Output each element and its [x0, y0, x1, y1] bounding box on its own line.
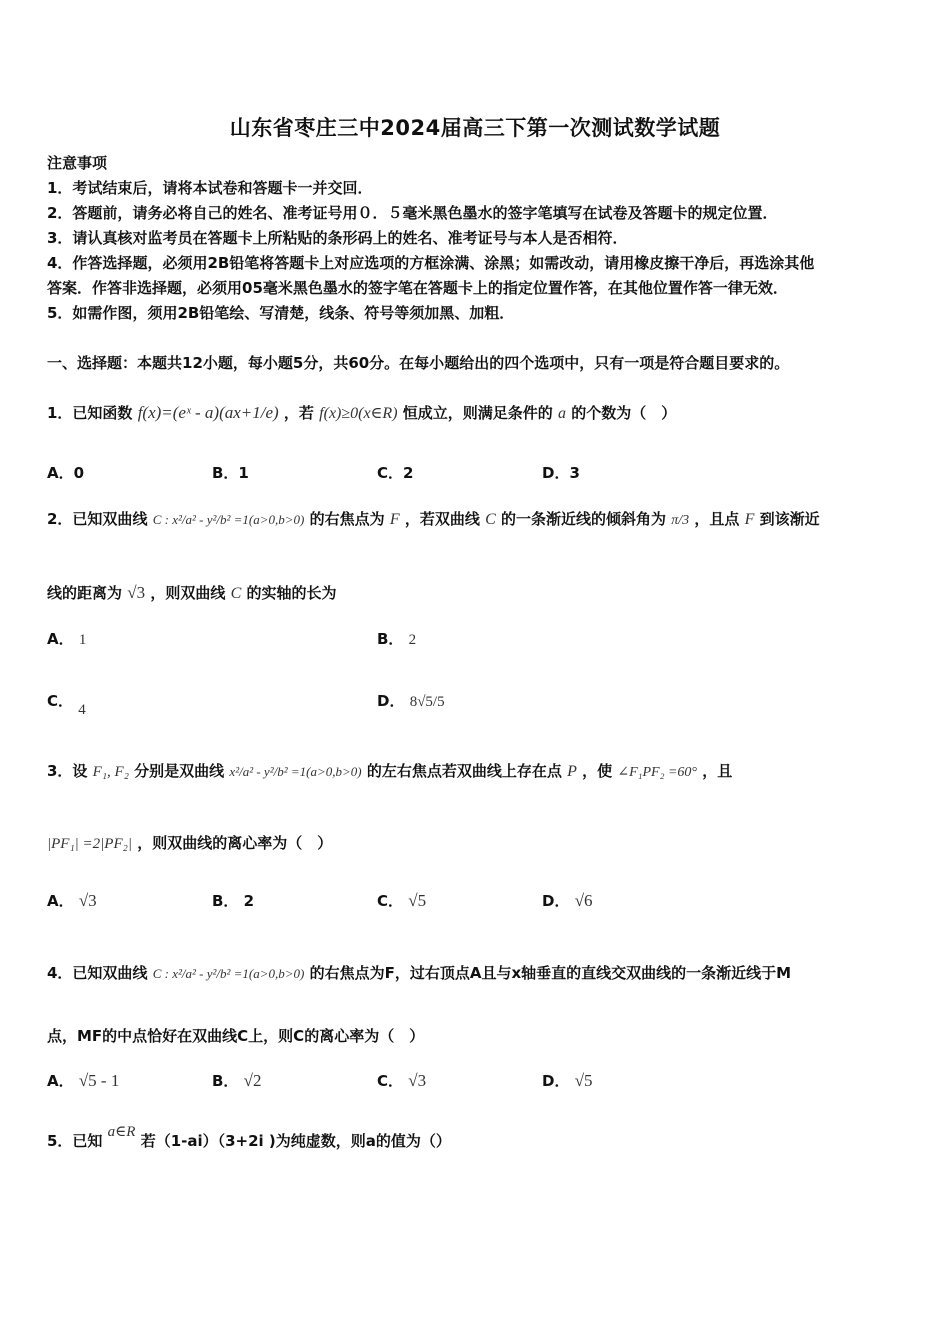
- q2-option-a: A． 1: [47, 630, 87, 648]
- notice-item: 5．如需作图，须用2B铅笔绘、写清楚，线条、符号等须加黑、加粗．: [47, 304, 515, 322]
- q3-option-c: C． √5: [377, 891, 427, 910]
- question-1: [47, 402, 676, 423]
- q3-text: ，则双曲线的离心率为（ ）: [137, 834, 333, 852]
- q2-text: 线的距离为: [47, 584, 123, 602]
- question-2: [47, 508, 820, 529]
- q4-prefix: 4．已知双曲线: [47, 964, 148, 982]
- q1-option-c: C．2: [377, 464, 414, 482]
- q2-option-c: C． 4: [47, 692, 86, 718]
- q3-text: 的左右焦点若双曲线上存在点: [366, 762, 562, 780]
- q1-variable: a: [558, 405, 567, 422]
- q5-prefix: 5．已知: [47, 1132, 103, 1150]
- q3-text: ，使: [582, 762, 613, 780]
- q2-text: 的实轴的长为: [246, 584, 337, 602]
- notice-item: 3．请认真核对监考员在答题卡上所粘贴的条形码上的姓名、准考证号与本人是否相符．: [47, 229, 628, 247]
- question-3: [47, 760, 732, 781]
- q5-condition: a∈R: [107, 1124, 136, 1140]
- q4-option-c: C． √3: [377, 1071, 427, 1090]
- q1-end: 的个数为（ ）: [571, 404, 677, 422]
- q2-focus: F: [744, 511, 755, 528]
- q2-prefix: 2．已知双曲线: [47, 510, 148, 528]
- q3-condition: |PF₁| =2|PF₂|: [47, 836, 132, 852]
- question-5: [47, 1124, 451, 1151]
- q2-curve-name: C: [230, 585, 242, 602]
- q3-prefix: 3．设: [47, 762, 88, 780]
- q2-curve-name: C: [485, 511, 496, 528]
- q2-distance: √3: [127, 583, 146, 602]
- q3-text: ，且: [702, 762, 733, 780]
- q1-prefix: 1．已知函数: [47, 404, 133, 422]
- q2-text: ，且点: [694, 510, 740, 528]
- notice-item: 1．考试结束后，请将本试卷和答题卡一并交回．: [47, 179, 373, 197]
- q3-text: 分别是双曲线: [134, 762, 225, 780]
- q4-option-b: B． √2: [212, 1071, 262, 1090]
- question-4: [47, 962, 791, 983]
- q3-point: P: [567, 763, 577, 780]
- q1-suffix: 恒成立，则满足条件的: [402, 404, 553, 422]
- q2-text: 到该渐近: [759, 510, 820, 528]
- question-2-line2: [47, 582, 337, 603]
- notice-item: 4．作答选择题，必须用2B铅笔将答题卡上对应选项的方框涂满、涂黑；如需改动，请用橡皮擦干净后，再选涂其他: [47, 254, 815, 272]
- q2-option-d: D． 8√5/5: [377, 692, 445, 710]
- question-3-line2: [47, 832, 332, 853]
- q2-text: ，则双曲线: [150, 584, 226, 602]
- q2-focus: F: [389, 511, 400, 528]
- q3-curve: x²/a² - y²/b² =1(a>0,b>0): [229, 764, 362, 779]
- q1-mid: ，若: [283, 404, 314, 422]
- q2-curve: C : x²/a² - y²/b² =1(a>0,b>0): [152, 512, 305, 527]
- question-4-line2: 点，MF的中点恰好在双曲线C上，则C的离心率为（ ）: [47, 1027, 425, 1045]
- page-title: 山东省枣庄三中2024届高三下第一次测试数学试题: [229, 116, 721, 140]
- q1-condition: f(x)≥0(x∈R): [319, 405, 398, 422]
- q2-angle: π/3: [671, 513, 690, 528]
- q1-option-d: D．3: [542, 464, 580, 482]
- section-heading: 一、选择题：本题共12小题，每小题5分，共60分。在每小题给出的四个选项中，只有一项是符合题目要求的。: [47, 354, 790, 372]
- q2-text: ，若双曲线: [404, 510, 480, 528]
- q1-option-b: B．1: [212, 464, 249, 482]
- q2-text: 的一条渐近线的倾斜角为: [501, 510, 667, 528]
- notice-item: 答案．作答非选择题，必须用05毫米黑色墨水的签字笔在答题卡上的指定位置作答，在其他位置作答一律无效．: [47, 279, 788, 297]
- q3-option-a: A． √3: [47, 891, 97, 910]
- q1-option-a: A．0: [47, 464, 85, 482]
- q2-option-b: B． 2: [377, 630, 417, 648]
- notice-heading: 注意事项: [47, 154, 108, 172]
- q3-angle: ∠F₁PF₂ =60°: [617, 765, 698, 780]
- q4-text: 的右焦点为F，过右顶点A且与x轴垂直的直线交双曲线的一条渐近线于M: [309, 964, 792, 982]
- q3-option-d: D． √6: [542, 891, 593, 910]
- notice-item: 2．答题前，请务必将自己的姓名、准考证号用０．５毫米黑色墨水的签字笔填写在试卷及答题卡的规定位置．: [47, 204, 778, 222]
- q4-option-d: D． √5: [542, 1071, 593, 1090]
- q3-option-b: B． 2: [212, 892, 255, 910]
- q4-curve: C : x²/a² - y²/b² =1(a>0,b>0): [152, 966, 305, 981]
- q3-foci: F₁, F₂: [92, 764, 129, 780]
- q2-text: 的右焦点为: [309, 510, 385, 528]
- q1-formula: f(x)=(eˣ - a)(ax+1/e): [137, 403, 279, 422]
- q4-option-a: A． √5 - 1: [47, 1071, 120, 1090]
- q5-text: 若（1-ai）（3+2i )为纯虚数，则a的值为（）: [140, 1132, 451, 1150]
